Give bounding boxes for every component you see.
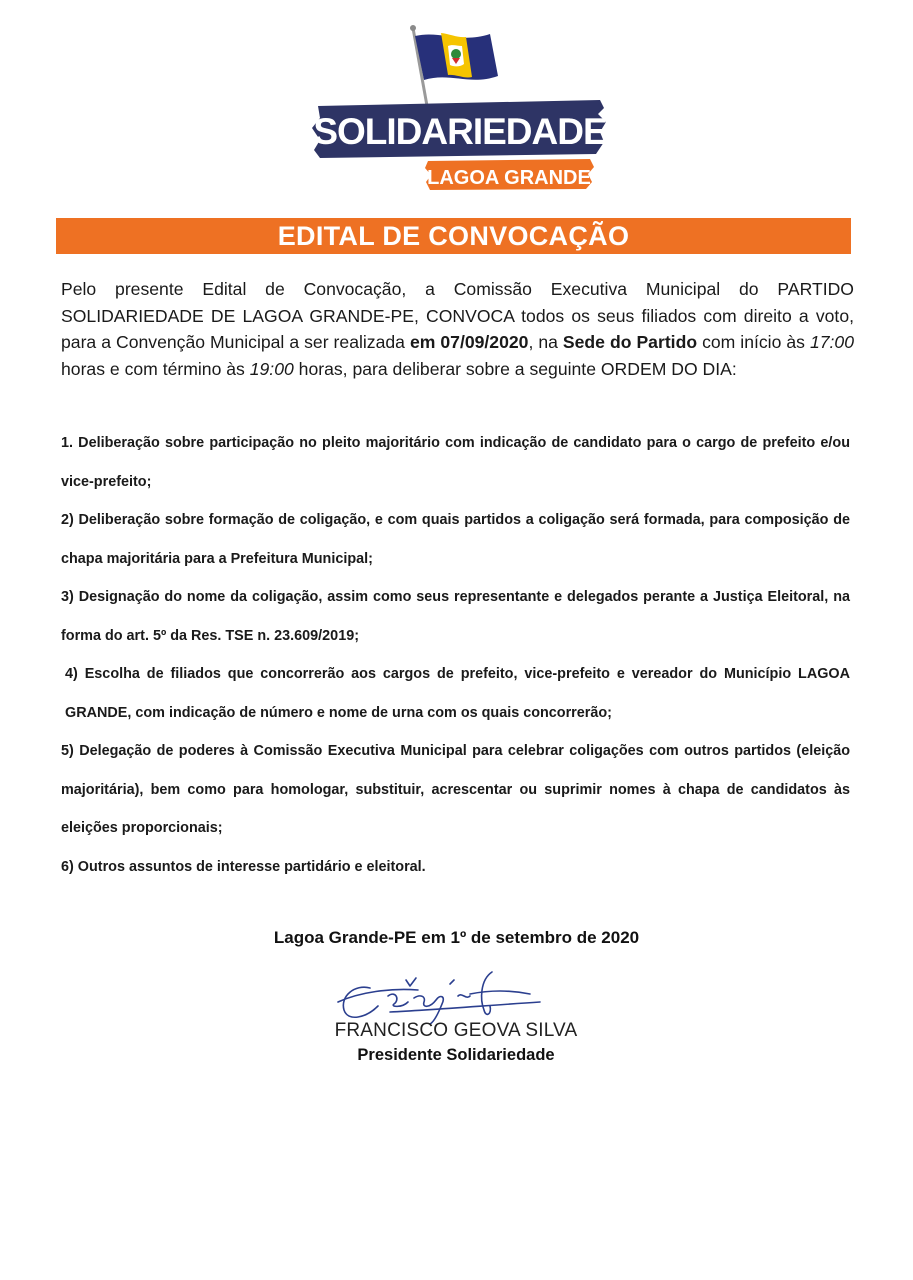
signer-name: FRANCISCO GEOVA SILVA: [334, 1020, 578, 1041]
logo-subtitle-text: LAGOA GRANDE: [427, 167, 591, 189]
intro-text-5: horas, para deliberar sobre a seguinte ORDEM DO DIA:: [293, 358, 737, 379]
convention-date: em 07/09/2020: [409, 332, 529, 352]
start-time: 17:00: [809, 332, 854, 352]
agenda-item: 3) Designação do nome da coligação, assim como seus representante e delegados perante a Justiça Eleitoral, na forma do art. 5º da Res. TSE n. 23.609/2019;: [61, 589, 850, 644]
end-time: 19:00: [249, 358, 294, 379]
convention-place: Sede do Partido: [562, 332, 698, 352]
agenda-item: 6) Outros assuntos de interesse partidário e eleitoral.: [61, 858, 426, 875]
document-title: EDITAL DE CONVOCAÇÃO: [277, 220, 630, 251]
place-and-date: Lagoa Grande-PE em 1º de setembro de 2020: [273, 928, 640, 947]
party-logo: [300, 22, 610, 197]
intro-text-2: , na: [528, 332, 563, 352]
intro-text-4: horas e com término às: [61, 358, 250, 379]
title-banner: [56, 218, 851, 254]
intro-text-1: Pelo presente Edital de Convocação, a Comissão Executiva Municipal do PARTIDO SOLIDARIEDADE DE LAGOA GRANDE-PE, CONVOCA todos os seus filiados com direito a voto, para a Convenção Municipal a ser realizada: [61, 279, 854, 352]
handwritten-signature: [330, 966, 555, 1026]
agenda-item: 4) Escolha de filiados que concorrerão aos cargos de prefeito, vice-prefeito e vereador do Município LAGOA GRANDE, com indicação de número e nome de urna com os quais concorrerão;: [65, 666, 850, 721]
intro-text-3: com início às: [697, 332, 810, 352]
agenda-item: 5) Delegação de poderes à Comissão Executiva Municipal para celebrar coligações com outros partidos (eleição majoritária), bem como para homologar, substituir, acrescentar ou suprimir nomes à chapa de candidatos às eleições proporcionais;: [61, 743, 850, 836]
logo-brand-text: SOLIDARIEDADE: [313, 111, 607, 152]
signer-role: Presidente Solidariedade: [357, 1046, 555, 1064]
intro-paragraph: [61, 276, 854, 382]
agenda-item: 2) Deliberação sobre formação de coligação, e com quais partidos a coligação será formada, para composição de chapa majoritária para a Prefeitura Municipal;: [61, 512, 850, 567]
agenda-list: [61, 424, 850, 886]
agenda-item: 1. Deliberação sobre participação no pleito majoritário com indicação de candidato para o cargo de prefeito e/ou vice-prefeito;: [61, 435, 850, 490]
